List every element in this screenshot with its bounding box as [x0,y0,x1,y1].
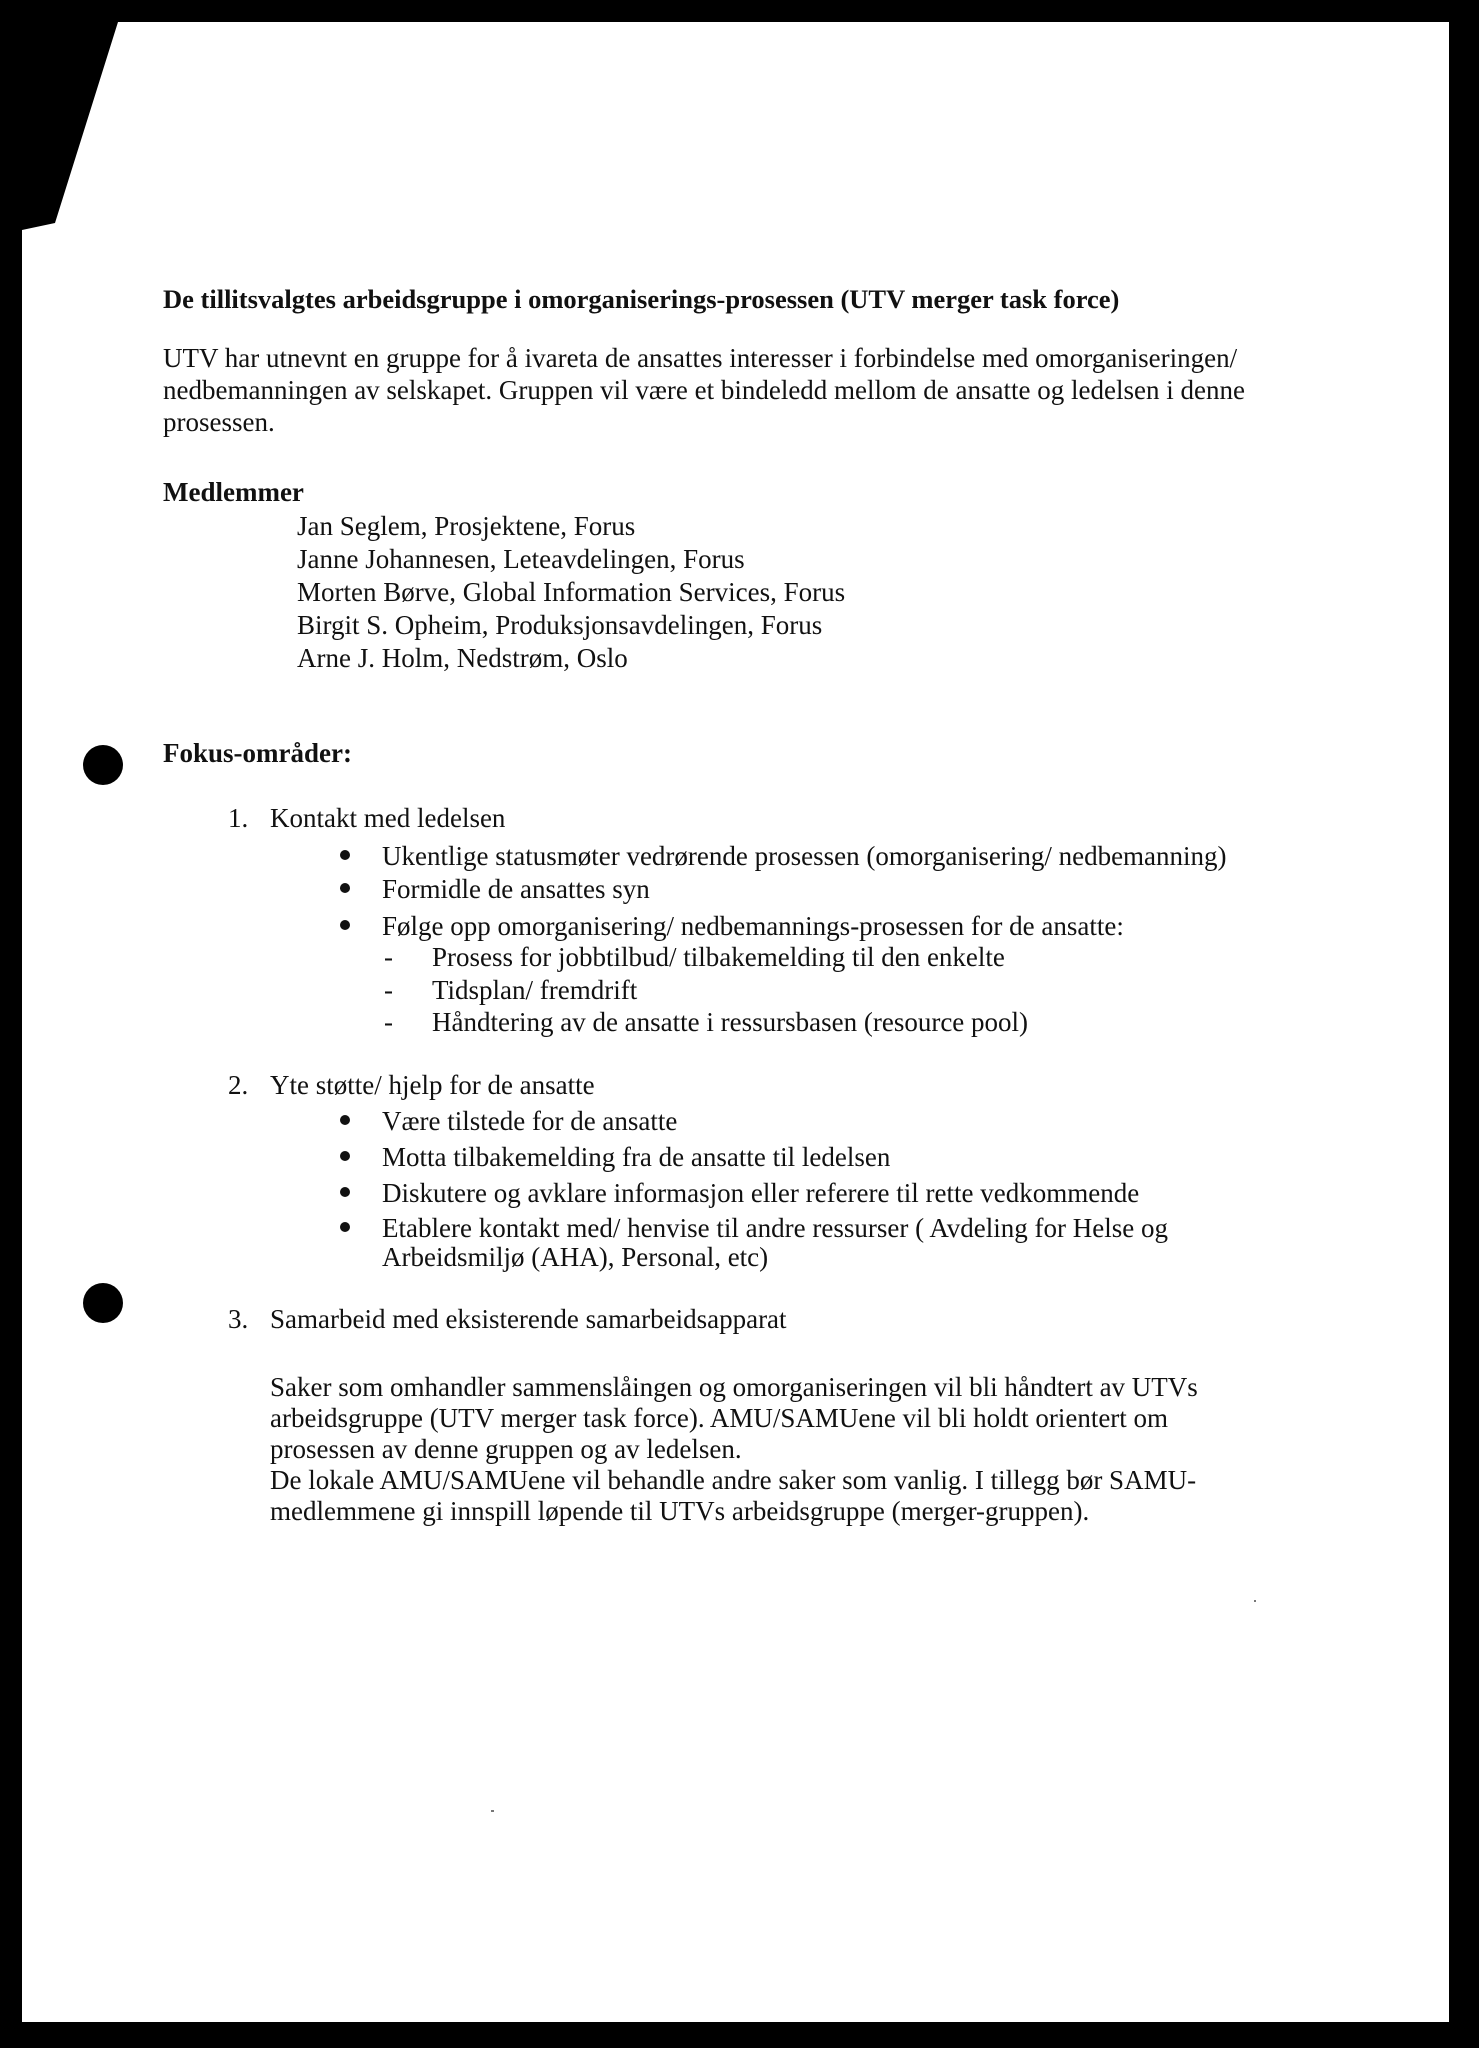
dash-item: - Håndtering av de ansatte i ressursbasen (resource pool) [384,1007,1029,1037]
intro-line: UTV har utnevnt en gruppe for å ivareta de ansattes interesser i forbindelse med omorganiseringen/ [163,343,1238,373]
intro-line: nedbemanningen av selskapet. Gruppen vil være et bindeledd mellom de ansatte og ledelsen i denne [163,375,1245,405]
dash-item: - Prosess for jobbtilbud/ tilbakemelding til den enkelte [384,942,1005,972]
section-number: 1. [228,803,249,833]
section-title: Kontakt med ledelsen [270,803,506,833]
section-number: 3. [228,1304,249,1334]
bullet-icon [340,883,350,893]
scan-speck [491,1810,494,1812]
bullet-item: Motta tilbakemelding fra de ansatte til ledelsen [382,1141,890,1173]
paragraph-line: medlemmene gi innspill løpende til UTVs arbeidsgruppe (merger-gruppen). [270,1496,1090,1526]
bullet-item: Etablere kontakt med/ henvise til andre ressurser ( Avdeling for Helse og [382,1212,1168,1244]
bullet-icon [340,1222,350,1232]
paragraph-line: De lokale AMU/SAMUene vil behandle andre saker som vanlig. I tillegg bør SAMU- [270,1465,1197,1495]
dash-icon: - [384,975,393,1005]
scan-speck [1254,1600,1256,1602]
members-heading: Medlemmer [163,477,304,507]
bullet-item: Formidle de ansattes syn [382,873,650,905]
dash-icon: - [384,1007,393,1037]
dash-icon: - [384,942,393,972]
bullet-continuation: Arbeidsmiljø (AHA), Personal, etc) [382,1242,769,1272]
member-item: Birgit S. Opheim, Produksjonsavdelingen, Forus [297,610,823,640]
bullet-icon [340,920,350,930]
bullet-icon [340,1115,350,1125]
document-title: De tillitsvalgtes arbeidsgruppe i omorganiserings-prosessen (UTV merger task force) [163,284,1120,314]
paragraph-line: prosessen av denne gruppen og av ledelsen. [270,1434,742,1464]
section-3-paragraph [270,1372,1270,1527]
section-number: 2. [228,1070,249,1100]
bullet-icon [340,850,350,860]
focus-heading: Fokus-områder: [163,738,352,768]
intro-paragraph [163,342,1333,438]
section-title: Yte støtte/ hjelp for de ansatte [270,1070,595,1100]
intro-line: prosessen. [163,407,275,437]
punch-hole-bottom [83,1283,123,1323]
member-item: Morten Børve, Global Information Services, Forus [297,577,846,607]
dash-item: - Tidsplan/ fremdrift [384,975,638,1005]
bullet-icon [340,1151,350,1161]
bullet-item: Følge opp omorganisering/ nedbemannings-prosessen for de ansatte: [382,910,1124,942]
members-list [297,510,845,675]
bullet-item: Diskutere og avklare informasjon eller referere til rette vedkommende [382,1177,1139,1209]
bullet-item: Være tilstede for de ansatte [382,1105,677,1137]
member-item: Jan Seglem, Prosjektene, Forus [297,511,636,541]
member-item: Janne Johannesen, Leteavdelingen, Forus [297,544,745,574]
section-title: Samarbeid med eksisterende samarbeidsapparat [270,1304,787,1334]
paragraph-line: Saker som omhandler sammenslåingen og omorganiseringen vil bli håndtert av UTVs [270,1372,1198,1402]
paragraph-line: arbeidsgruppe (UTV merger task force). AMU/SAMUene vil bli holdt orientert om [270,1403,1169,1433]
bullet-item: Ukentlige statusmøter vedrørende prosessen (omorganisering/ nedbemanning) [382,840,1227,872]
member-item: Arne J. Holm, Nedstrøm, Oslo [297,643,628,673]
bullet-icon [340,1187,350,1197]
punch-hole-top [83,745,123,785]
